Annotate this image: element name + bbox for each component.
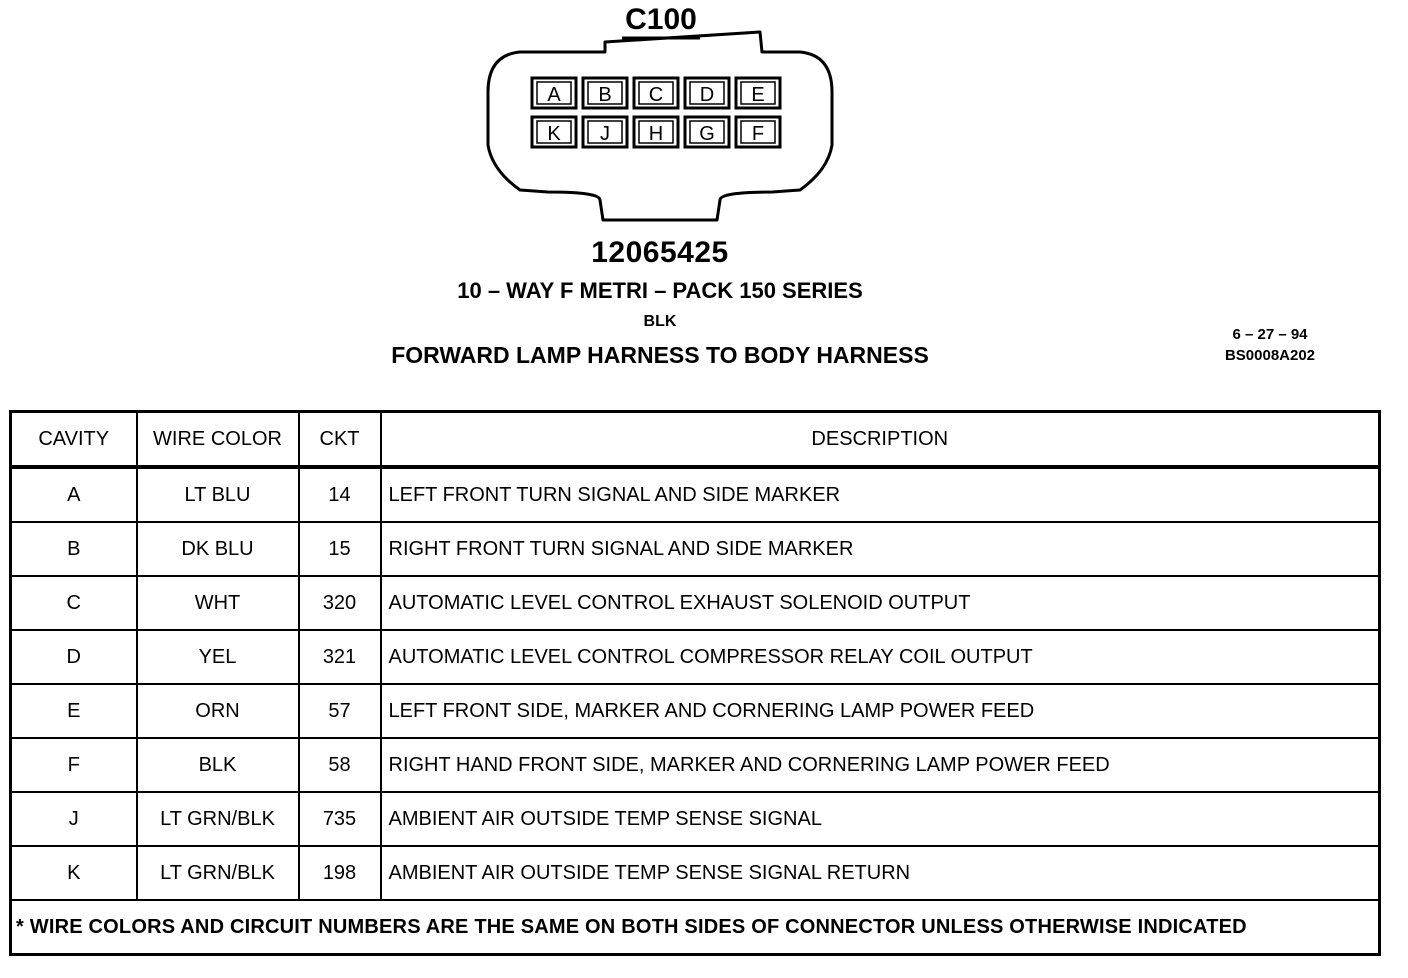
cell-wire-color: BLK bbox=[137, 738, 299, 792]
cell-cavity: E bbox=[11, 684, 137, 738]
cell-description: AMBIENT AIR OUTSIDE TEMP SENSE SIGNAL RETURN bbox=[381, 846, 1380, 900]
table-row bbox=[11, 738, 1380, 792]
cell-cavity: J bbox=[11, 792, 137, 846]
revision-date: 6 – 27 – 94 bbox=[1232, 326, 1308, 343]
cavity-label: H bbox=[648, 123, 664, 145]
cavity-label: G bbox=[699, 123, 715, 145]
cavity-label: K bbox=[547, 123, 561, 145]
cell-description: RIGHT FRONT TURN SIGNAL AND SIDE MARKER bbox=[381, 522, 1380, 576]
cell-ckt: 57 bbox=[299, 684, 381, 738]
cavity-label: A bbox=[547, 84, 561, 106]
cell-cavity: F bbox=[11, 738, 137, 792]
cell-description: AUTOMATIC LEVEL CONTROL COMPRESSOR RELAY COIL OUTPUT bbox=[381, 630, 1380, 684]
cell-wire-color: DK BLU bbox=[137, 522, 299, 576]
cavity-table bbox=[9, 410, 1381, 956]
part-number: 12065425 bbox=[591, 236, 729, 269]
cavity-label: E bbox=[751, 84, 765, 106]
connector-series: 10 – WAY F METRI – PACK 150 SERIES bbox=[457, 278, 863, 303]
cell-description: AUTOMATIC LEVEL CONTROL EXHAUST SOLENOID OUTPUT bbox=[381, 576, 1380, 630]
table-row bbox=[11, 522, 1380, 576]
cell-ckt: 58 bbox=[299, 738, 381, 792]
cell-ckt: 735 bbox=[299, 792, 381, 846]
cell-ckt: 15 bbox=[299, 522, 381, 576]
cell-ckt: 14 bbox=[299, 467, 381, 522]
cell-wire-color: LT GRN/BLK bbox=[137, 846, 299, 900]
cell-description: RIGHT HAND FRONT SIDE, MARKER AND CORNERING LAMP POWER FEED bbox=[381, 738, 1380, 792]
cavity-label: C bbox=[648, 84, 664, 106]
cell-ckt: 198 bbox=[299, 846, 381, 900]
header-cavity: CAVITY bbox=[11, 412, 137, 468]
cell-description: AMBIENT AIR OUTSIDE TEMP SENSE SIGNAL bbox=[381, 792, 1380, 846]
table-body bbox=[11, 467, 1380, 900]
cell-description: LEFT FRONT TURN SIGNAL AND SIDE MARKER bbox=[381, 467, 1380, 522]
header-ckt: CKT bbox=[299, 412, 381, 468]
figure-code: BS0008A202 bbox=[1224, 347, 1316, 364]
table-row bbox=[11, 684, 1380, 738]
cell-cavity: K bbox=[11, 846, 137, 900]
table-row bbox=[11, 630, 1380, 684]
cell-ckt: 320 bbox=[299, 576, 381, 630]
table-row bbox=[11, 576, 1380, 630]
cell-description: LEFT FRONT SIDE, MARKER AND CORNERING LAMP POWER FEED bbox=[381, 684, 1380, 738]
cell-cavity: C bbox=[11, 576, 137, 630]
cell-cavity: A bbox=[11, 467, 137, 522]
cavity-label: J bbox=[600, 123, 610, 145]
connector-color: BLK bbox=[643, 313, 677, 330]
cell-cavity: B bbox=[11, 522, 137, 576]
header-wire-color: WIRE COLOR bbox=[137, 412, 299, 468]
footnote-row bbox=[11, 900, 1380, 955]
table-row bbox=[11, 467, 1380, 522]
header-description: DESCRIPTION bbox=[381, 412, 1380, 468]
cell-cavity: D bbox=[11, 630, 137, 684]
harness-description: FORWARD LAMP HARNESS TO BODY HARNESS bbox=[391, 342, 929, 368]
cavity-label: B bbox=[598, 84, 612, 106]
cell-wire-color: LT GRN/BLK bbox=[137, 792, 299, 846]
cavity-grid bbox=[532, 78, 780, 147]
cell-wire-color: YEL bbox=[137, 630, 299, 684]
table-header-row bbox=[11, 412, 1380, 468]
table-row bbox=[11, 792, 1380, 846]
cell-wire-color: WHT bbox=[137, 576, 299, 630]
cell-ckt: 321 bbox=[299, 630, 381, 684]
footnote: * WIRE COLORS AND CIRCUIT NUMBERS ARE THE SAME ON BOTH SIDES OF CONNECTOR UNLESS OTHERWISE INDICATED bbox=[11, 900, 1380, 955]
connector-id: C100 bbox=[625, 3, 697, 36]
cell-wire-color: ORN bbox=[137, 684, 299, 738]
cell-wire-color: LT BLU bbox=[137, 467, 299, 522]
table-row bbox=[11, 846, 1380, 900]
cavity-label: F bbox=[751, 123, 765, 145]
connector-face-diagram bbox=[0, 0, 1408, 240]
cavity-label: D bbox=[699, 84, 715, 106]
